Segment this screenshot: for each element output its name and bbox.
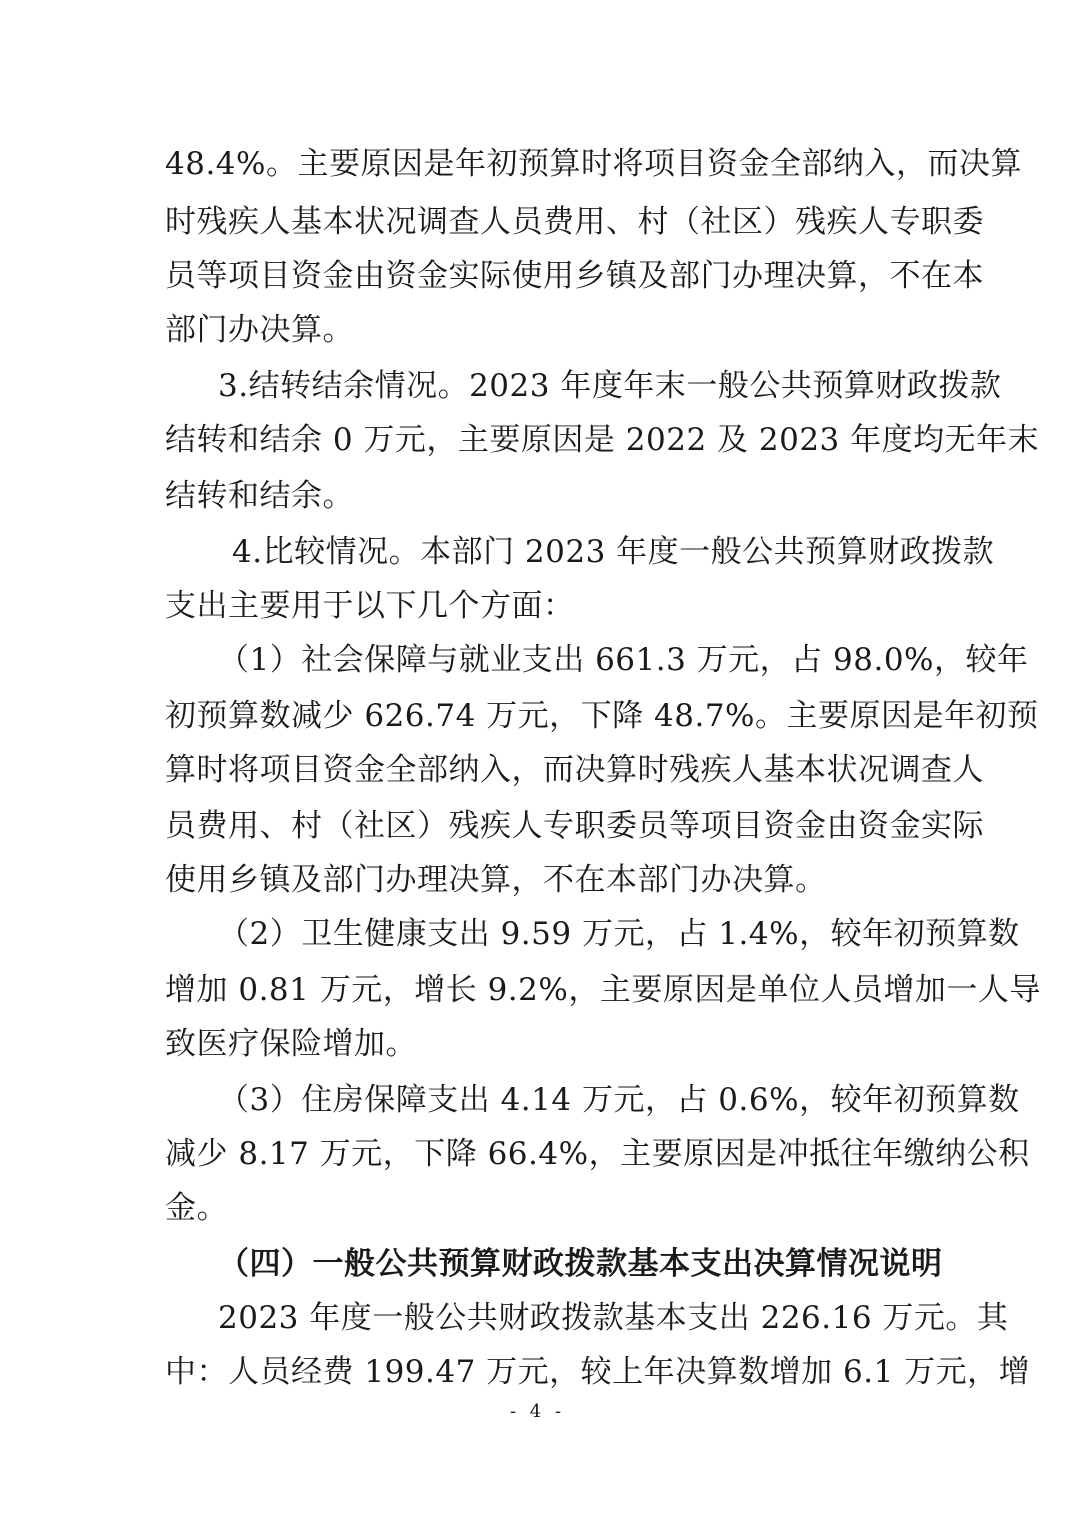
text-line: 结转和结余 0 万元，主要原因是 2022 及 2023 年度均无年末 (165, 422, 1040, 458)
text-line: 48.4%。主要原因是年初预算时将项目资金全部纳入，而决算 (165, 146, 1022, 182)
text-line: （1）社会保障与就业支出 661.3 万元，占 98.0%，较年 (218, 642, 1029, 678)
text-line: 减少 8.17 万元，下降 66.4%，主要原因是冲抵往年缴纳公积 (165, 1136, 1030, 1172)
text-line: 2023 年度一般公共财政拨款基本支出 226.16 万元。其 (218, 1300, 1009, 1336)
text-line: （2）卫生健康支出 9.59 万元，占 1.4%，较年初预算数 (218, 916, 1020, 952)
text-line: 时残疾人基本状况调查人员费用、村（社区）残疾人专职委 (165, 204, 984, 240)
text-line: 员等项目资金由资金实际使用乡镇及部门办理决算，不在本 (165, 258, 984, 294)
text-line: 致医疗保险增加。 (165, 1026, 417, 1062)
text-line: 中：人员经费 199.47 万元，较上年决算数增加 6.1 万元，增 (165, 1354, 1031, 1390)
text-line: 员费用、村（社区）残疾人专职委员等项目资金由资金实际 (165, 808, 984, 844)
text-line: 部门办决算。 (165, 312, 354, 348)
text-line: 算时将项目资金全部纳入，而决算时残疾人基本状况调查人 (165, 752, 984, 788)
text-line: 增加 0.81 万元，增长 9.2%，主要原因是单位人员增加一人导 (165, 972, 1041, 1008)
text-line: 支出主要用于以下几个方面： (165, 588, 575, 624)
text-line: （3）住房保障支出 4.14 万元，占 0.6%，较年初预算数 (218, 1082, 1020, 1118)
text-line: 3.结转结余情况。2023 年度年末一般公共预算财政拨款 (218, 368, 1002, 404)
text-line: 4.比较情况。本部门 2023 年度一般公共预算财政拨款 (232, 534, 995, 570)
text-line: 金。 (165, 1190, 228, 1226)
text-line: 结转和结余。 (165, 478, 354, 514)
page-number: - 4 - (509, 1401, 566, 1422)
section-heading: （四）一般公共预算财政拨款基本支出决算情况说明 (218, 1246, 943, 1282)
text-line: 初预算数减少 626.74 万元，下降 48.7%。主要原因是年初预 (165, 698, 1039, 734)
text-line: 使用乡镇及部门办理决算，不在本部门办决算。 (165, 862, 827, 898)
